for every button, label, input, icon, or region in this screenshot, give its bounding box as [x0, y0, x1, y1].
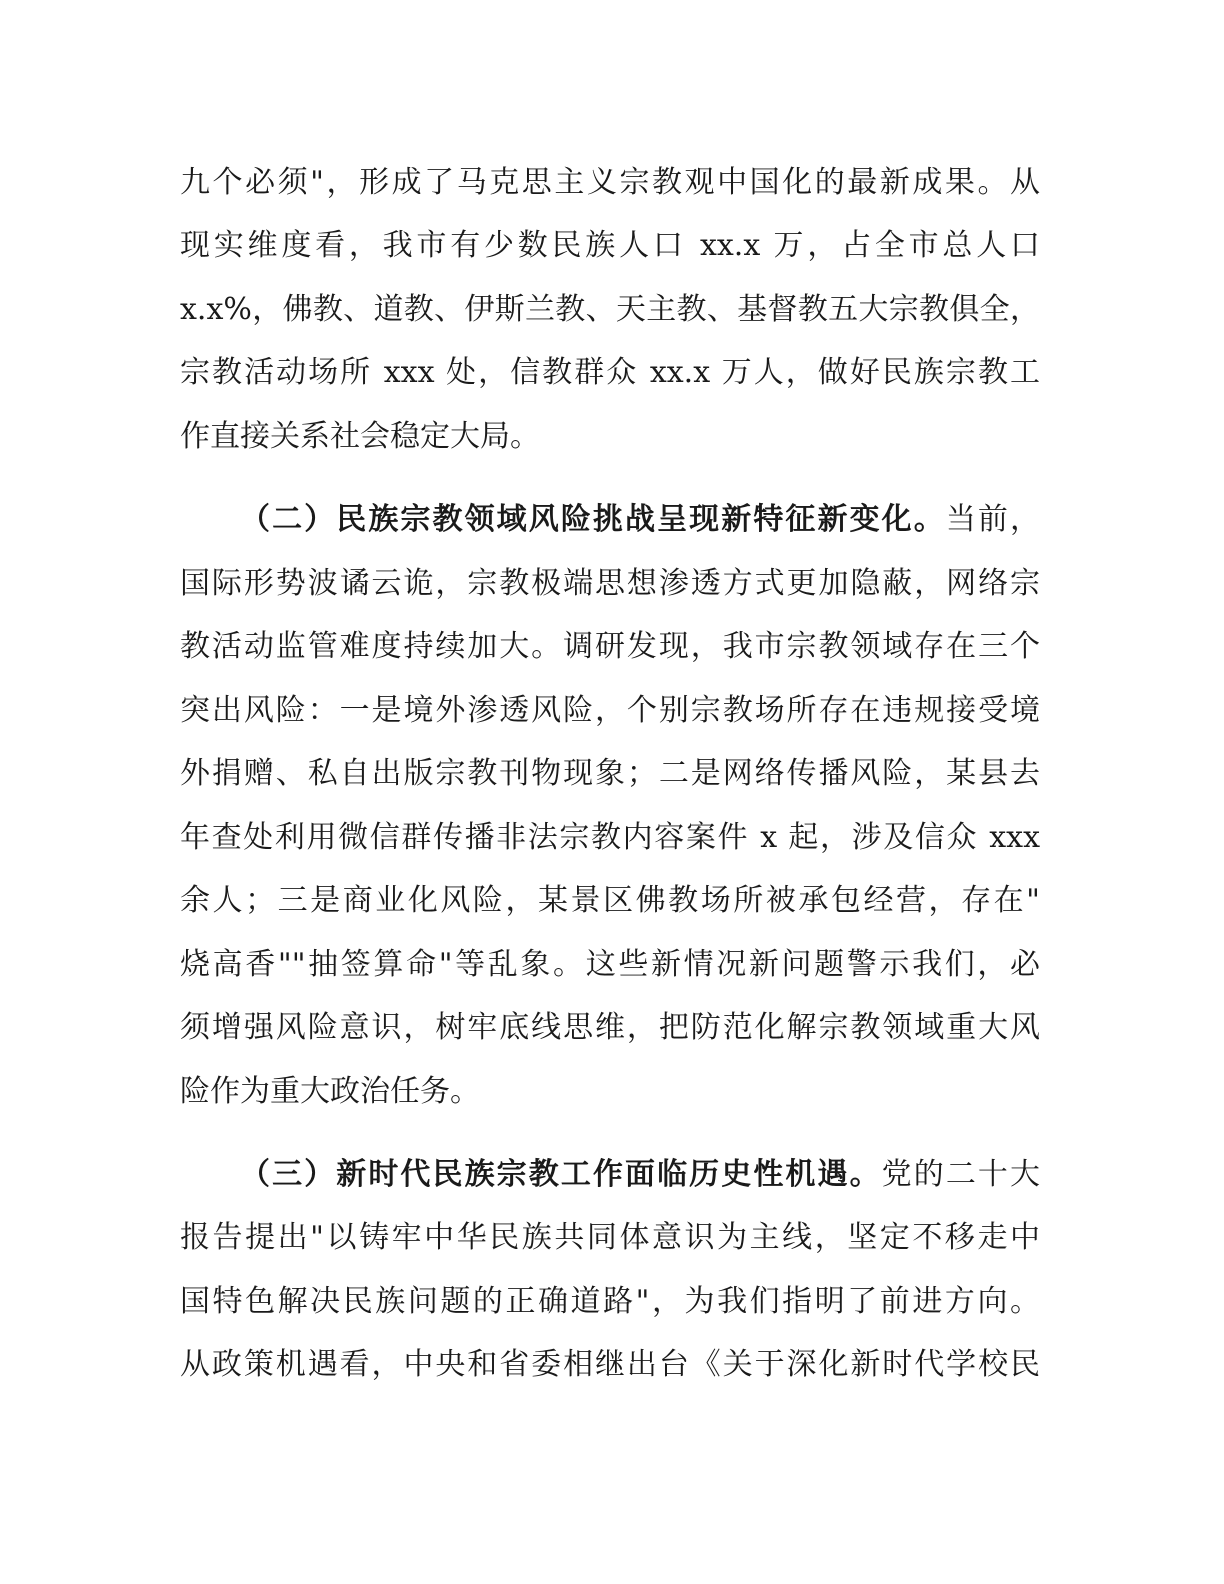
paragraph-line: 教活动监管难度持续加大。调研发现，我市宗教领域存在三个	[180, 629, 1040, 664]
section-heading-line	[240, 1155, 1040, 1195]
paragraph-line: x.x%，佛教、道教、伊斯兰教、天主教、基督教五大宗教俱全，	[180, 292, 1040, 327]
paragraph-line: 报告提出"以铸牢中华民族共同体意识为主线，坚定不移走中	[180, 1220, 1040, 1255]
paragraph-line: 余人；三是商业化风险，某景区佛教场所被承包经营，存在"	[180, 883, 1040, 918]
section-heading-line	[240, 500, 1040, 540]
paragraph-line: 九个必须"，形成了马克思主义宗教观中国化的最新成果。从	[180, 165, 1040, 200]
paragraph-line: 国际形势波谲云诡，宗教极端思想渗透方式更加隐蔽，网络宗	[180, 566, 1040, 601]
paragraph-line: 现实维度看，我市有少数民族人口 xx.x 万，占全市总人口	[180, 228, 1040, 263]
paragraph-line: 突出风险：一是境外渗透风险，个别宗教场所存在违规接受境	[180, 693, 1040, 728]
paragraph-line: 国特色解决民族问题的正确道路"，为我们指明了前进方向。	[180, 1284, 1040, 1319]
paragraph-line: 外捐赠、私自出版宗教刊物现象；二是网络传播风险，某县去	[180, 756, 1040, 791]
section-heading: （三）新时代民族宗教工作面临历史性机遇。	[240, 1157, 882, 1192]
paragraph-line: 作直接关系社会稳定大局。	[180, 419, 540, 454]
section-lead-text: 当前，	[945, 502, 1041, 537]
paragraph-line: 宗教活动场所 xxx 处，信教群众 xx.x 万人，做好民族宗教工	[180, 355, 1040, 390]
paragraph-line: 年查处利用微信群传播非法宗教内容案件 x 起，涉及信众 xxx	[180, 820, 1040, 855]
paragraph-line: 从政策机遇看，中央和省委相继出台《关于深化新时代学校民	[180, 1347, 1040, 1382]
section-lead-text: 党的二十大	[881, 1157, 1041, 1192]
paragraph-line: 烧高香""抽签算命"等乱象。这些新情况新问题警示我们，必	[180, 947, 1040, 982]
paragraph-line: 须增强风险意识，树牢底线思维，把防范化解宗教领域重大风	[180, 1010, 1040, 1045]
paragraph-line: 险作为重大政治任务。	[180, 1074, 480, 1109]
section-heading: （二）民族宗教领域风险挑战呈现新特征新变化。	[240, 502, 946, 537]
